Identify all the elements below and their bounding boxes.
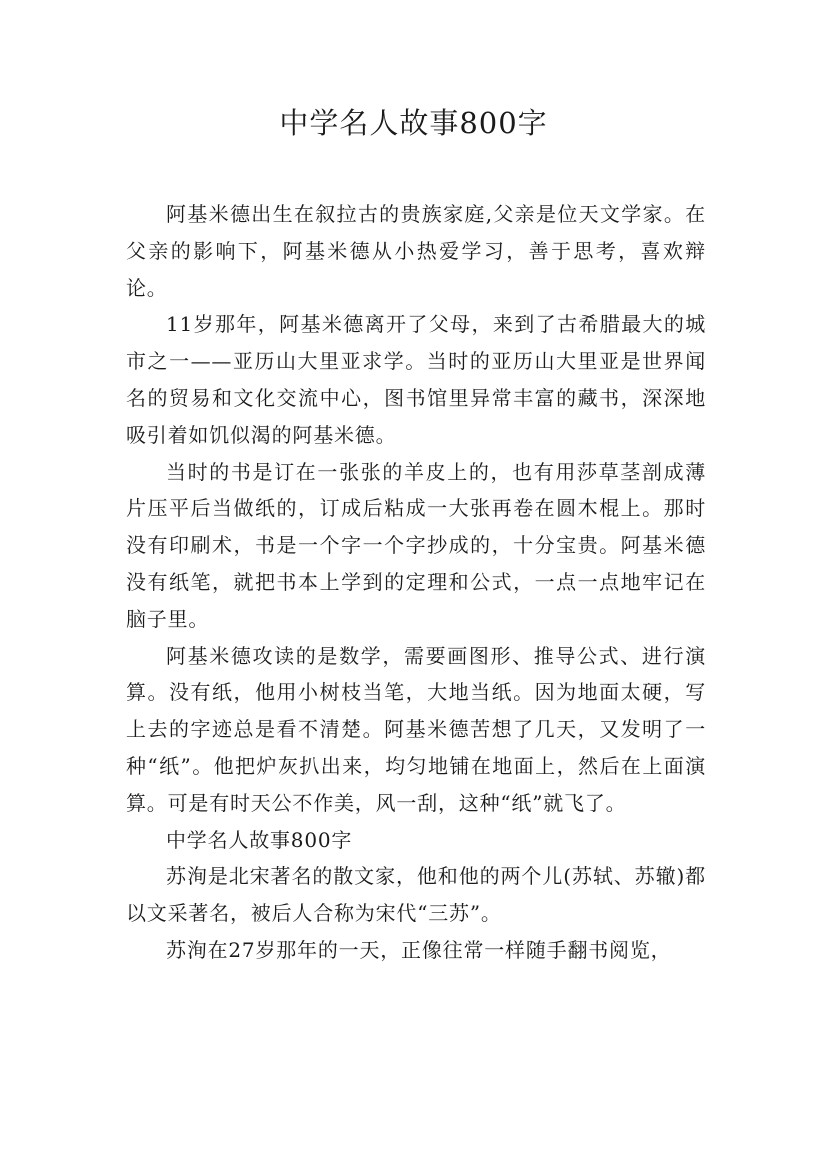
document-body bbox=[126, 196, 706, 969]
paragraph: 阿基米德攻读的是数学，需要画图形、推导公式、进行演算。没有纸，他用小树枝当笔，大地当纸。因为地面太硬，写上去的字迹总是看不清楚。阿基米德苦想了几天，又发明了一种“纸”。他把炉灰扒出来，均匀地铺在地面上，然后在上面演算。可是有时天公不作美，风一刮，这种“纸”就飞了。 bbox=[126, 643, 706, 815]
paragraph: 当时的书是订在一张张的羊皮上的，也有用莎草茎剖成薄片压平后当做纸的，订成后粘成一大张再卷在圆木棍上。那时没有印刷术，书是一个字一个字抄成的，十分宝贵。阿基米德没有纸笔，就把书本上学到的定理和公式，一点一点地牢记在脑子里。 bbox=[126, 459, 706, 631]
paragraph: 阿基米德出生在叙拉古的贵族家庭,父亲是位天文学家。在父亲的影响下，阿基米德从小热爱学习，善于思考，喜欢辩论。 bbox=[126, 202, 706, 300]
paragraph: 11岁那年，阿基米德离开了父母，来到了古希腊最大的城市之一——亚历山大里亚求学。当时的亚历山大里亚是世界闻名的贸易和文化交流中心，图书馆里异常丰富的藏书，深深地吸引着如饥似渴的阿基米德。 bbox=[126, 312, 706, 447]
document-title: 中学名人故事800字 bbox=[279, 106, 548, 140]
paragraph: 苏洵在27岁那年的一天，正像往常一样随手翻书阅览， bbox=[166, 937, 672, 962]
paragraph: 苏洵是北宋著名的散文家，他和他的两个儿(苏轼、苏辙)都以文采著名，被后人合称为宋代“三苏”。 bbox=[126, 864, 706, 926]
section-heading: 中学名人故事800字 bbox=[166, 827, 353, 852]
